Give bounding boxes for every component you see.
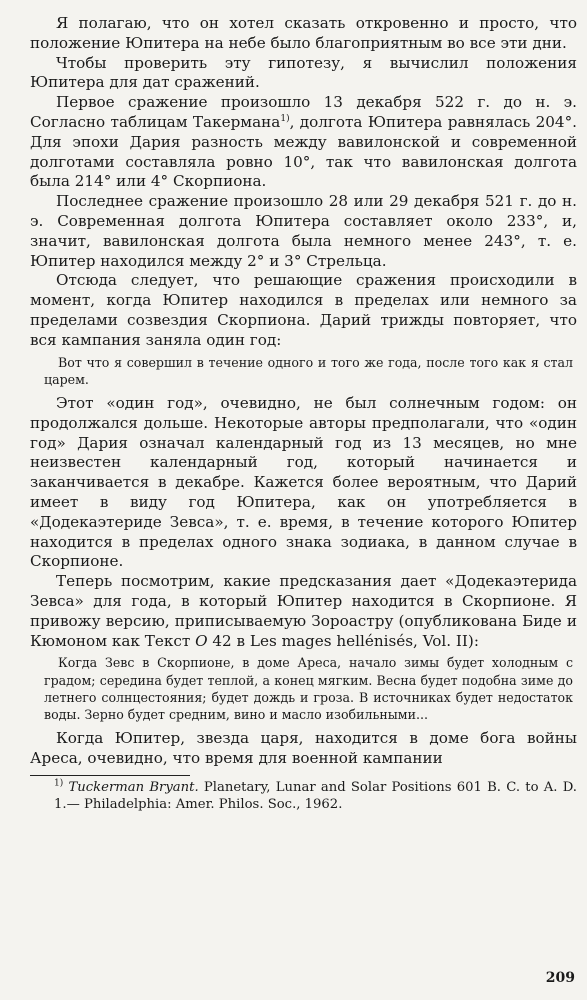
footnote-marker: 1)	[54, 778, 64, 789]
footnote-author: Tuckerman Bryant.	[68, 779, 199, 795]
quote-darius	[30, 354, 577, 388]
page-number: 209	[545, 970, 575, 986]
paragraph-last-battle: Последнее сражение произошло 28 или 29 декабря 521 г. до н. э. Современная долгота Юпитера составляет около 233°, и, значит, вавилонская долгота была немного менее 243°, т. е. Юпитер находился между 2° и 3° Стрельца.	[30, 192, 577, 270]
footnote-text: Planetary, Lunar and Solar Positions 601 B. C. to A. D. 1.— Philadelphia: Amer. Philos. Soc., 1962.	[54, 779, 577, 812]
zoroaster-text: Теперь посмотрим, какие предсказания дает «Додекаэтерида Зевса» для года, в который Юпитер находится в Скорпионе. Я привожу версию, приписываемую Зороастру (опубликована Биде и Кюмоном как Текст	[30, 572, 577, 650]
text-letter-italic: O	[195, 631, 208, 650]
quote-dodecaeteris-text: Когда Зевс в Скорпионе, в доме Ареса, начало зимы будет холодным с градом; середина будет теплой, а конец мягким. Весна будет подобна зиме до летнего солнцестояния; будет дождь и гроза. В источниках будет недостаток воды. Зерно будет средним, вино и масло изобильными...	[44, 655, 573, 722]
paragraph-jupiter-ares: Когда Юпитер, звезда царя, находится в доме бога войны Ареса, очевидно, что время для военной кампании	[30, 729, 577, 767]
zoroaster-text-cont: 42 в Les mages hellénisés, Vol. II):	[207, 631, 479, 650]
paragraph-intro: Я полагаю, что он хотел сказать откровенно и просто, что положение Юпитера на небе было благоприятным во все эти дни.	[30, 14, 577, 52]
footnote	[30, 779, 577, 813]
first-battle-text: Первое сражение произошло 13 декабря 522 г. до н. э. Согласно таблицам Такермана	[30, 93, 577, 131]
first-battle-text-cont: , долгота Юпитера равнялась 204°. Для эпохи Дария разность между вавилонской и современной долготами составляла ровно 10°, так что вавилонская долгота была 214° или 4° Скорпиона.	[30, 112, 577, 191]
quote-darius-text: Вот что я совершил в течение одного и того же года, после того как я стал царем.	[44, 354, 573, 387]
paragraph-zoroaster	[30, 572, 577, 651]
footnote-reference: 1)	[280, 113, 290, 124]
paragraph-one-year: Этот «один год», очевидно, не был солнечным годом: он продолжался дольше. Некоторые авторы предполагали, что «один год» Дария означал календарный год из 13 месяцев, но мне неизвестен календарный год, который начинается и заканчивается в декабре. Кажется более вероятным, что Дарий имеет в виду год Юпитера, как он употребляется в «Додекаэтериде Зевса», т. е. время, в течение которого Юпитер находится в пределах одного знака зодиака, в данном случае в Скорпионе.	[30, 393, 577, 571]
quote-dodecaeteris	[30, 654, 577, 723]
paragraph-conclusion: Отсюда следует, что решающие сражения происходили в момент, когда Юпитер находился в пределах или немного за пределами созвездия Скорпиона. Дарий трижды повторяет, что вся кампания заняла один год:	[30, 271, 577, 349]
paragraph-first-battle	[30, 93, 577, 192]
paragraph-hypothesis: Чтобы проверить эту гипотезу, я вычислил положения Юпитера для дат сражений.	[30, 53, 577, 92]
footnote-divider	[30, 775, 190, 776]
